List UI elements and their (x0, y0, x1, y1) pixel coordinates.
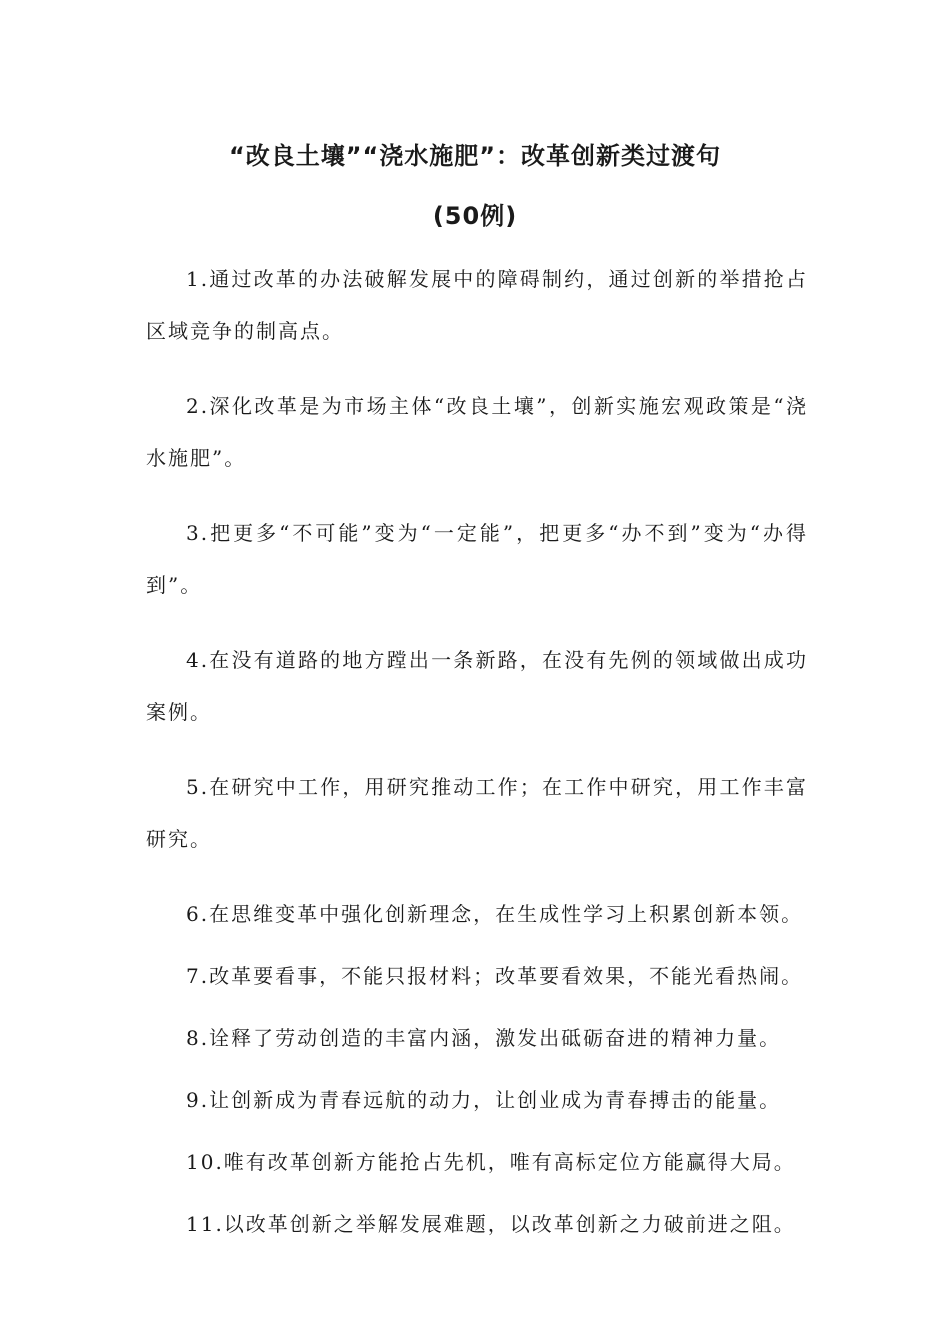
transition-sentence-list (146, 253, 808, 1260)
list-item: 3.把更多“不可能”变为“一定能”，把更多“办不到”变为“办得到”。 (146, 521, 808, 597)
list-item: 9.让创新成为青春远航的动力，让创业成为青春搏击的能量。 (186, 1088, 782, 1112)
list-item: 7.改革要看事，不能只报材料；改革要看效果，不能光看热闹。 (186, 964, 804, 988)
document-title: “改良土壤”“浇水施肥”：改革创新类过渡句 (228, 142, 722, 170)
list-item: 8.诠释了劳动创造的丰富内涵，激发出砥砺奋进的精神力量。 (186, 1026, 782, 1050)
list-item: 11.以改革创新之举解发展难题，以改革创新之力破前进之阻。 (186, 1212, 796, 1236)
list-item: 6.在思维变革中强化创新理念，在生成性学习上积累创新本领。 (186, 902, 804, 926)
list-item: 1.通过改革的办法破解发展中的障碍制约，通过创新的举措抢占区域竞争的制高点。 (146, 267, 808, 343)
document-subtitle: (50例) (432, 202, 518, 230)
list-item: 2.深化改革是为市场主体“改良土壤”，创新实施宏观政策是“浇水施肥”。 (146, 394, 808, 470)
list-item: 5.在研究中工作，用研究推动工作；在工作中研究，用工作丰富研究。 (146, 775, 808, 851)
list-item: 4.在没有道路的地方蹚出一条新路，在没有先例的领域做出成功案例。 (146, 648, 808, 724)
list-item: 10.唯有改革创新方能抢占先机，唯有高标定位方能赢得大局。 (186, 1150, 796, 1174)
